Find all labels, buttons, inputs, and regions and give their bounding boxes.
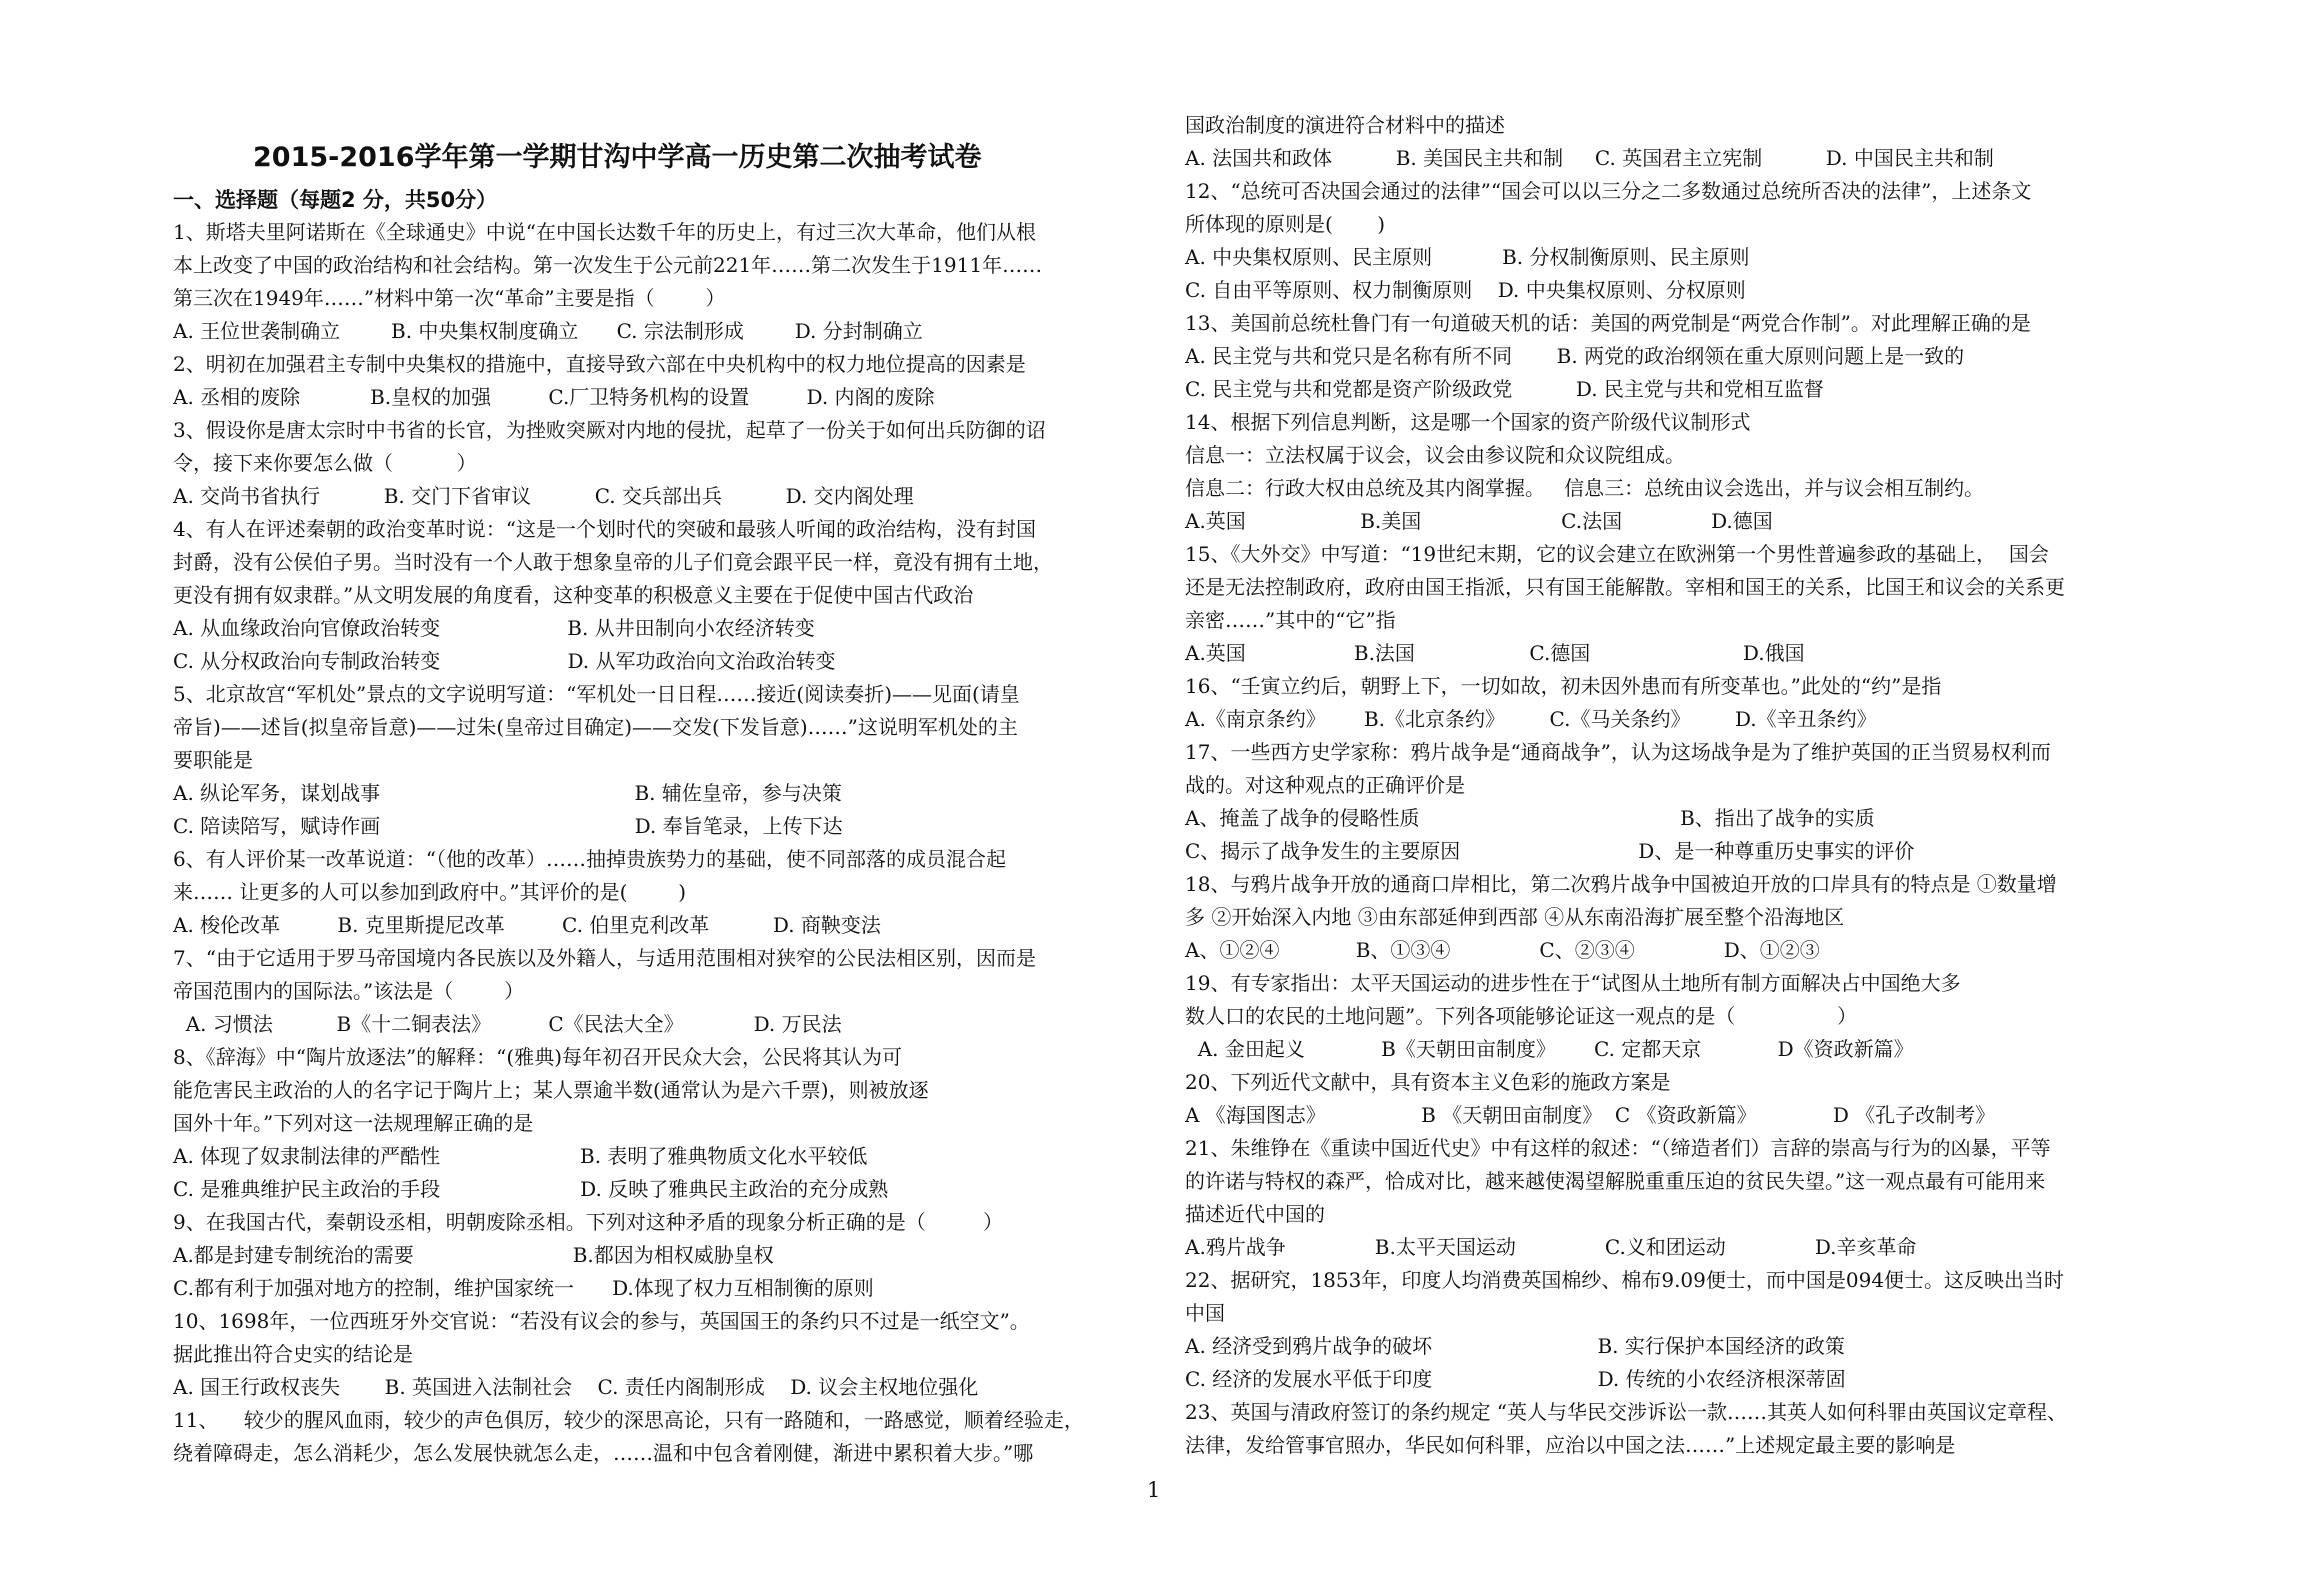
text-line: C. 经济的发展水平低于印度 D. 传统的小农经济根深蒂固 bbox=[1185, 1367, 1846, 1391]
text-line: 10、1698年，一位西班牙外交官说：“若没有议会的参与，英国国王的条约只不过是一纸空文”。 bbox=[173, 1309, 1030, 1333]
text-line: C. 从分权政治向专制政治转变 D. 从军功政治向文治政治转变 bbox=[173, 649, 836, 673]
text-line: 5、北京故宫“军机处”景点的文字说明写道：“军机处一日日程……接近(阅读奏折)——见面(请皇 bbox=[173, 682, 1020, 706]
text-line: 18、与鸦片战争开放的通商口岸相比，第二次鸦片战争中国被迫开放的口岸具有的特点是 ①数量增 bbox=[1185, 872, 2057, 896]
text-line: 帝国范围内的国际法。”该法是（ ） bbox=[173, 979, 525, 1003]
page-number: 1 bbox=[1147, 1478, 1161, 1502]
text-line: 的许诺与特权的森严，恰成对比，越来越使渴望解脱重重压迫的贫民失望。”这一观点最有可能用来 bbox=[1185, 1169, 2046, 1193]
text-line: 信息一：立法权属于议会，议会由参议院和众议院组成。 bbox=[1185, 443, 1685, 467]
text-line: 11、 较少的腥风血雨，较少的声色俱厉，较少的深思高论，只有一路随和，一路感觉，顺着经验走， bbox=[173, 1408, 1084, 1432]
text-line: A.英国 B.美国 C.法国 D.德国 bbox=[1185, 509, 1773, 533]
text-line: A.都是封建专制统治的需要 B.都因为相权威胁皇权 bbox=[173, 1243, 774, 1267]
text-line: 还是无法控制政府，政府由国王指派，只有国王能解散。宰相和国王的关系，比国王和议会的关系更 bbox=[1185, 575, 2065, 599]
text-line: 来…… 让更多的人可以参加到政府中。”其评价的是( ) bbox=[173, 880, 687, 904]
text-line: A.英国 B.法国 C.德国 D.俄国 bbox=[1185, 641, 1805, 665]
text-line: C. 是雅典维护民主政治的手段 D. 反映了雅典民主政治的充分成熟 bbox=[173, 1177, 889, 1201]
text-line: 数人口的农民的土地问题”。下列各项能够论证这一观点的是（ ） bbox=[1185, 1004, 1857, 1028]
text-line: A. 国王行政权丧失 B. 英国进入法制社会 C. 责任内阁制形成 D. 议会主权地位强化 bbox=[173, 1375, 979, 1399]
text-line: A. 从血缘政治向官僚政治转变 B. 从井田制向小农经济转变 bbox=[173, 616, 815, 640]
text-line: C. 陪读陪写，赋诗作画 D. 奉旨笔录，上传下达 bbox=[173, 814, 843, 838]
text-line: C、揭示了战争发生的主要原因 D、是一种尊重历史事实的评价 bbox=[1185, 839, 1915, 863]
text-line: A. 梭伦改革 B. 克里斯提尼改革 C. 伯里克利改革 D. 商鞅变法 bbox=[173, 913, 881, 937]
text-line: 亲密……”其中的“它”指 bbox=[1185, 608, 1396, 632]
text-line: A. 法国共和政体 B. 美国民主共和制 C. 英国君主立宪制 D. 中国民主共和制 bbox=[1185, 146, 1994, 170]
text-line: A 《海国图志》 B 《天朝田亩制度》 C 《资政新篇》 D 《孔子改制考》 bbox=[1185, 1103, 1996, 1127]
text-line: 所体现的原则是( ) bbox=[1185, 212, 1386, 236]
text-line: 描述近代中国的 bbox=[1185, 1202, 1325, 1226]
text-line: 绕着障碍走，怎么消耗少，怎么发展快就怎么走，……温和中包含着刚健，渐进中累积着大步。”哪 bbox=[173, 1441, 1034, 1465]
text-line: 23、英国与清政府签订的条约规定 “英人与华民交涉诉讼一款……其英人如何科罪由英国议定章程、 bbox=[1185, 1400, 2068, 1424]
text-line: A. 民主党与共和党只是名称有所不同 B. 两党的政治纲领在重大原则问题上是一致的 bbox=[1185, 344, 1965, 368]
text-line: 要职能是 bbox=[173, 748, 253, 772]
text-line: 21、朱维铮在《重读中国近代史》中有这样的叙述：“（缔造者们）言辞的崇高与行为的凶暴，平等 bbox=[1185, 1136, 2051, 1160]
text-line: 17、一些西方史学家称：鸦片战争是“通商战争”，认为这场战争是为了维护英国的正当贸易权利而 bbox=[1185, 740, 2051, 764]
text-line: C. 民主党与共和党都是资产阶级政党 D. 民主党与共和党相互监督 bbox=[1185, 377, 1824, 401]
text-line: 6、有人评价某一改革说道：“（他的改革）……抽掉贵族势力的基础，使不同部落的成员混合起 bbox=[173, 847, 1006, 871]
text-line: C.都有利于加强对地方的控制，维护国家统一 D.体现了权力互相制衡的原则 bbox=[173, 1276, 874, 1300]
text-line: 15、《大外交》中写道：“19世纪末期，它的议会建立在欧洲第一个男性普遍参政的基础上， 国会 bbox=[1185, 542, 2049, 566]
text-line: 20、下列近代文献中，具有资本主义色彩的施政方案是 bbox=[1185, 1070, 1671, 1094]
text-line: 14、根据下列信息判断，这是哪一个国家的资产阶级代议制形式 bbox=[1185, 410, 1751, 434]
text-line: 19、有专家指出：太平天国运动的进步性在于“试图从土地所有制方面解决占中国绝大多 bbox=[1185, 971, 1961, 995]
text-line: A. 金田起义 B《天朝田亩制度》 C. 定都天京 D《资政新篇》 bbox=[1185, 1037, 1914, 1061]
text-line: 2、明初在加强君主专制中央集权的措施中，直接导致六部在中央机构中的权力地位提高的因素是 bbox=[173, 352, 1026, 376]
text-line: A. 交尚书省执行 B. 交门下省审议 C. 交兵部出兵 D. 交内阁处理 bbox=[173, 484, 914, 508]
text-line: A、掩盖了战争的侵略性质 B、指出了战争的实质 bbox=[1185, 806, 1875, 830]
text-line: C. 自由平等原则、权力制衡原则 D. 中央集权原则、分权原则 bbox=[1185, 278, 1746, 302]
text-line: 13、美国前总统杜鲁门有一句道破天机的话：美国的两党制是“两党合作制”。对此理解正确的是 bbox=[1185, 311, 2031, 335]
text-line: 9、在我国古代，秦朝设丞相，明朝废除丞相。下列对这种矛盾的现象分析正确的是（ ） bbox=[173, 1210, 1003, 1234]
exam-title: 2015-2016学年第一学期甘沟中学高一历史第二次抽考试卷 bbox=[253, 142, 982, 173]
text-line: A、①②④ B、①③④ C、②③④ D、①②③ bbox=[1185, 938, 1820, 962]
text-line: 信息二：行政大权由总统及其内阁掌握。 信息三：总统由议会选出，并与议会相互制约。 bbox=[1185, 476, 1985, 500]
text-line: 12、“总统可否决国会通过的法律”“国会可以以三分之二多数通过总统所否决的法律”，上述条文 bbox=[1185, 179, 2032, 203]
text-line: A. 习惯法 B《十二铜表法》 C《民法大全》 D. 万民法 bbox=[173, 1012, 842, 1036]
text-line: 国政治制度的演进符合材料中的描述 bbox=[1185, 113, 1505, 137]
text-line: 封爵，没有公侯伯子男。当时没有一个人敢于想象皇帝的儿子们竟会跟平民一样，竟没有拥有土地， bbox=[173, 550, 1053, 574]
text-line: 战的。对这种观点的正确评价是 bbox=[1185, 773, 1465, 797]
text-line: 帝旨)——述旨(拟皇帝旨意)——过朱(皇帝过目确定)——交发(下发旨意)……”这说明军机处的主 bbox=[173, 715, 1018, 739]
text-line: 国外十年。”下列对这一法规理解正确的是 bbox=[173, 1111, 534, 1135]
text-line: 16、“壬寅立约后，朝野上下，一切如故，初未因外患而有所变革也。”此处的“约”是指 bbox=[1185, 674, 1942, 698]
text-line: A.鸦片战争 B.太平天国运动 C.义和团运动 D.辛亥革命 bbox=[1185, 1235, 1917, 1259]
text-line: A. 体现了奴隶制法律的严酷性 B. 表明了雅典物质文化水平较低 bbox=[173, 1144, 868, 1168]
text-line: A.《南京条约》 B.《北京条约》 C.《马关条约》 D.《辛丑条约》 bbox=[1185, 707, 1877, 731]
text-line: 1、斯塔夫里阿诺斯在《全球通史》中说“在中国长达数千年的历史上，有过三次大革命，他们从根 bbox=[173, 220, 1036, 244]
text-line: A. 王位世袭制确立 B. 中央集权制度确立 C. 宗法制形成 D. 分封制确立 bbox=[173, 319, 923, 343]
text-line: 22、据研究，1853年，印度人均消费英国棉纱、棉布9.09便士，而中国是094便士。这反映出当时 bbox=[1185, 1268, 2065, 1292]
text-line: A. 经济受到鸦片战争的破坏 B. 实行保护本国经济的政策 bbox=[1185, 1334, 1845, 1358]
text-line: 本上改变了中国的政治结构和社会结构。第一次发生于公元前221年……第二次发生于1911年…… bbox=[173, 253, 1043, 277]
section-heading: 一、选择题（每题2 分，共50分） bbox=[173, 188, 498, 212]
text-line: 8、《辞海》中“陶片放逐法”的解释：“(雅典)每年初召开民众大会，公民将其认为可 bbox=[173, 1045, 903, 1069]
text-line: 更没有拥有奴隶群。”从文明发展的角度看，这种变革的积极意义主要在于促使中国古代政治 bbox=[173, 583, 974, 607]
text-line: 据此推出符合史实的结论是 bbox=[173, 1342, 413, 1366]
text-line: 多 ②开始深入内地 ③由东部延伸到西部 ④从东南沿海扩展至整个沿海地区 bbox=[1185, 905, 1845, 929]
text-line: A. 丞相的废除 B.皇权的加强 C.厂卫特务机构的设置 D. 内阁的废除 bbox=[173, 385, 935, 409]
text-line: 中国 bbox=[1185, 1301, 1225, 1325]
text-line: 7、“由于它适用于罗马帝国境内各民族以及外籍人，与适用范围相对狭窄的公民法相区别，因而是 bbox=[173, 946, 1036, 970]
text-line: A. 纵论军务，谋划战事 B. 辅佐皇帝，参与决策 bbox=[173, 781, 842, 805]
text-line: A. 中央集权原则、民主原则 B. 分权制衡原则、民主原则 bbox=[1185, 245, 1750, 269]
text-line: 4、有人在评述秦朝的政治变革时说：“这是一个划时代的突破和最骇人听闻的政治结构，没有封国 bbox=[173, 517, 1036, 541]
text-line: 令，接下来你要怎么做（ ） bbox=[173, 451, 477, 475]
text-line: 3、假设你是唐太宗时中书省的长官，为挫败突厥对内地的侵扰，起草了一份关于如何出兵防御的诏 bbox=[173, 418, 1046, 442]
text-line: 法律，发给管事官照办，华民如何科罪，应治以中国之法……”上述规定最主要的影响是 bbox=[1185, 1433, 1956, 1457]
text-line: 能危害民主政治的人的名字记于陶片上；某人票逾半数(通常认为是六千票)，则被放逐 bbox=[173, 1078, 929, 1102]
text-line: 第三次在1949年……”材料中第一次“革命”主要是指（ ） bbox=[173, 286, 726, 310]
